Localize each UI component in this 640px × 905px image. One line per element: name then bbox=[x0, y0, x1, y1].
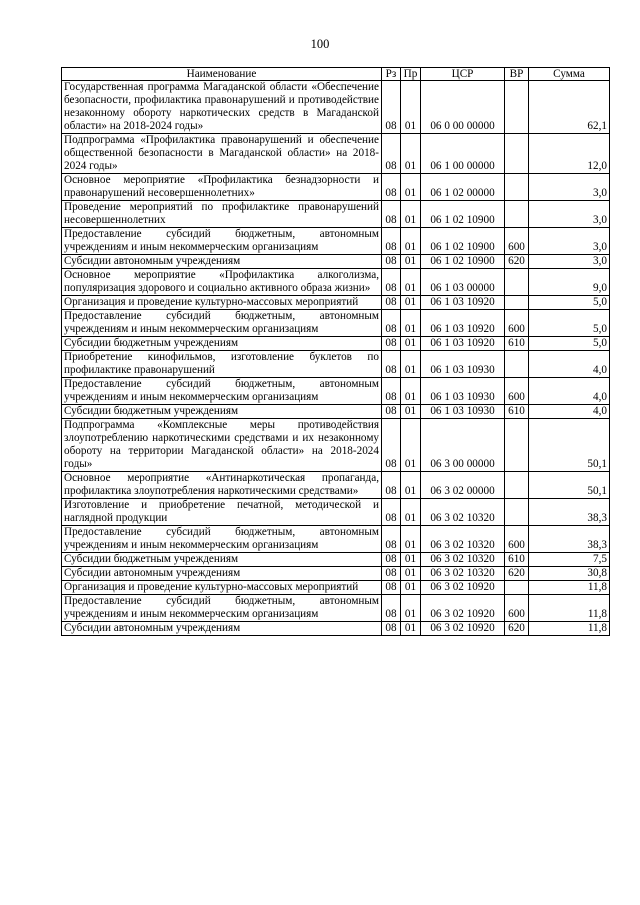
row-csr: 06 3 02 10320 bbox=[421, 553, 505, 567]
row-vr: 600 bbox=[505, 310, 529, 337]
row-csr: 06 1 03 00000 bbox=[421, 269, 505, 296]
row-rz: 08 bbox=[382, 526, 401, 553]
row-name: Основное мероприятие «Профилактика безнадзорности и правонарушений несовершеннолетних» bbox=[62, 174, 382, 201]
row-name: Субсидии автономным учреждениям bbox=[62, 567, 382, 581]
row-csr: 06 1 02 00000 bbox=[421, 174, 505, 201]
row-vr: 610 bbox=[505, 553, 529, 567]
row-csr: 06 1 03 10930 bbox=[421, 378, 505, 405]
row-sum: 11,8 bbox=[529, 622, 610, 636]
row-rz: 08 bbox=[382, 553, 401, 567]
row-csr: 06 1 03 10920 bbox=[421, 337, 505, 351]
row-pr: 01 bbox=[401, 472, 421, 499]
header-sum: Сумма bbox=[529, 68, 610, 81]
row-sum: 4,0 bbox=[529, 351, 610, 378]
row-name: Субсидии автономным учреждениям bbox=[62, 622, 382, 636]
row-name: Предоставление субсидий бюджетным, автономным учреждениям и иным некоммерческим организациям bbox=[62, 526, 382, 553]
row-rz: 08 bbox=[382, 351, 401, 378]
row-sum: 3,0 bbox=[529, 255, 610, 269]
row-rz: 08 bbox=[382, 310, 401, 337]
row-sum: 9,0 bbox=[529, 269, 610, 296]
row-pr: 01 bbox=[401, 81, 421, 134]
table-row bbox=[62, 81, 610, 134]
row-vr bbox=[505, 351, 529, 378]
header-vr: ВР bbox=[505, 68, 529, 81]
row-sum: 50,1 bbox=[529, 419, 610, 472]
row-sum: 50,1 bbox=[529, 472, 610, 499]
row-csr: 06 1 03 10930 bbox=[421, 351, 505, 378]
row-pr: 01 bbox=[401, 296, 421, 310]
row-pr: 01 bbox=[401, 553, 421, 567]
table-row bbox=[62, 351, 610, 378]
row-vr bbox=[505, 81, 529, 134]
row-csr: 06 3 00 00000 bbox=[421, 419, 505, 472]
row-name: Приобретение кинофильмов, изготовление буклетов по профилактике правонарушений bbox=[62, 351, 382, 378]
table-header-row bbox=[62, 68, 610, 81]
row-pr: 01 bbox=[401, 378, 421, 405]
table-row bbox=[62, 255, 610, 269]
row-csr: 06 1 02 10900 bbox=[421, 228, 505, 255]
table-row bbox=[62, 201, 610, 228]
row-csr: 06 3 02 10920 bbox=[421, 581, 505, 595]
row-vr bbox=[505, 581, 529, 595]
table-row bbox=[62, 553, 610, 567]
row-csr: 06 1 00 00000 bbox=[421, 134, 505, 174]
row-vr: 600 bbox=[505, 526, 529, 553]
row-sum: 38,3 bbox=[529, 526, 610, 553]
row-vr: 610 bbox=[505, 337, 529, 351]
row-rz: 08 bbox=[382, 174, 401, 201]
row-rz: 08 bbox=[382, 255, 401, 269]
row-vr bbox=[505, 174, 529, 201]
row-pr: 01 bbox=[401, 255, 421, 269]
row-name: Организация и проведение культурно-массовых мероприятий bbox=[62, 296, 382, 310]
row-rz: 08 bbox=[382, 595, 401, 622]
table-row bbox=[62, 269, 610, 296]
row-pr: 01 bbox=[401, 134, 421, 174]
header-name: Наименование bbox=[62, 68, 382, 81]
row-sum: 4,0 bbox=[529, 405, 610, 419]
row-pr: 01 bbox=[401, 526, 421, 553]
row-name: Основное мероприятие «Профилактика алкоголизма, популяризация здорового и социально активного образа жизни» bbox=[62, 269, 382, 296]
budget-table bbox=[61, 67, 610, 636]
table-row bbox=[62, 419, 610, 472]
row-pr: 01 bbox=[401, 351, 421, 378]
row-csr: 06 3 02 10320 bbox=[421, 526, 505, 553]
row-name: Субсидии бюджетным учреждениям bbox=[62, 553, 382, 567]
row-vr: 620 bbox=[505, 255, 529, 269]
row-csr: 06 0 00 00000 bbox=[421, 81, 505, 134]
table-row bbox=[62, 174, 610, 201]
table-row bbox=[62, 296, 610, 310]
row-csr: 06 1 02 10900 bbox=[421, 201, 505, 228]
table-row bbox=[62, 337, 610, 351]
row-rz: 08 bbox=[382, 581, 401, 595]
row-sum: 5,0 bbox=[529, 337, 610, 351]
row-pr: 01 bbox=[401, 337, 421, 351]
row-pr: 01 bbox=[401, 269, 421, 296]
row-rz: 08 bbox=[382, 472, 401, 499]
row-vr bbox=[505, 134, 529, 174]
table-row bbox=[62, 622, 610, 636]
row-sum: 11,8 bbox=[529, 581, 610, 595]
table-row bbox=[62, 310, 610, 337]
row-sum: 3,0 bbox=[529, 201, 610, 228]
row-vr: 600 bbox=[505, 378, 529, 405]
row-csr: 06 1 03 10920 bbox=[421, 296, 505, 310]
row-csr: 06 3 02 10320 bbox=[421, 499, 505, 526]
row-sum: 4,0 bbox=[529, 378, 610, 405]
row-name: Предоставление субсидий бюджетным, автономным учреждениям и иным некоммерческим организациям bbox=[62, 310, 382, 337]
table-row bbox=[62, 567, 610, 581]
row-sum: 11,8 bbox=[529, 595, 610, 622]
row-vr: 620 bbox=[505, 622, 529, 636]
header-csr: ЦСР bbox=[421, 68, 505, 81]
page-number: 100 bbox=[310, 37, 330, 51]
row-name: Основное мероприятие «Антинаркотическая пропаганда, профилактика злоупотребления наркотическими средствами» bbox=[62, 472, 382, 499]
row-vr bbox=[505, 269, 529, 296]
row-sum: 30,8 bbox=[529, 567, 610, 581]
row-vr: 610 bbox=[505, 405, 529, 419]
row-vr bbox=[505, 201, 529, 228]
row-vr bbox=[505, 472, 529, 499]
row-sum: 5,0 bbox=[529, 296, 610, 310]
row-pr: 01 bbox=[401, 405, 421, 419]
row-vr bbox=[505, 296, 529, 310]
row-pr: 01 bbox=[401, 419, 421, 472]
row-pr: 01 bbox=[401, 174, 421, 201]
row-vr bbox=[505, 419, 529, 472]
row-pr: 01 bbox=[401, 567, 421, 581]
row-sum: 3,0 bbox=[529, 228, 610, 255]
row-pr: 01 bbox=[401, 595, 421, 622]
row-csr: 06 3 02 10920 bbox=[421, 622, 505, 636]
header-pr: Пр bbox=[401, 68, 421, 81]
table-row bbox=[62, 228, 610, 255]
row-rz: 08 bbox=[382, 201, 401, 228]
row-csr: 06 3 02 10320 bbox=[421, 567, 505, 581]
row-vr: 600 bbox=[505, 595, 529, 622]
row-sum: 12,0 bbox=[529, 134, 610, 174]
row-rz: 08 bbox=[382, 269, 401, 296]
row-rz: 08 bbox=[382, 337, 401, 351]
row-name: Предоставление субсидий бюджетным, автономным учреждениям и иным некоммерческим организациям bbox=[62, 228, 382, 255]
table-row bbox=[62, 581, 610, 595]
table-row bbox=[62, 378, 610, 405]
row-csr: 06 1 03 10920 bbox=[421, 310, 505, 337]
row-rz: 08 bbox=[382, 405, 401, 419]
row-rz: 08 bbox=[382, 378, 401, 405]
table-row bbox=[62, 405, 610, 419]
table-row bbox=[62, 499, 610, 526]
row-rz: 08 bbox=[382, 228, 401, 255]
table-row bbox=[62, 472, 610, 499]
row-pr: 01 bbox=[401, 499, 421, 526]
row-rz: 08 bbox=[382, 296, 401, 310]
row-pr: 01 bbox=[401, 201, 421, 228]
row-name: Государственная программа Магаданской области «Обеспечение безопасности, профилактика правонарушений и противодействие незаконному обороту наркотических средств в Магаданской области» на 2018-2024 годы» bbox=[62, 81, 382, 134]
row-pr: 01 bbox=[401, 310, 421, 337]
row-name: Проведение мероприятий по профилактике правонарушений несовершеннолетних bbox=[62, 201, 382, 228]
row-name: Организация и проведение культурно-массовых мероприятий bbox=[62, 581, 382, 595]
row-csr: 06 3 02 10920 bbox=[421, 595, 505, 622]
row-pr: 01 bbox=[401, 622, 421, 636]
row-name: Субсидии бюджетным учреждениям bbox=[62, 405, 382, 419]
row-pr: 01 bbox=[401, 581, 421, 595]
row-rz: 08 bbox=[382, 134, 401, 174]
row-csr: 06 3 02 00000 bbox=[421, 472, 505, 499]
row-csr: 06 1 02 10900 bbox=[421, 255, 505, 269]
row-sum: 3,0 bbox=[529, 174, 610, 201]
table-row bbox=[62, 595, 610, 622]
row-name: Изготовление и приобретение печатной, методической и наглядной продукции bbox=[62, 499, 382, 526]
row-csr: 06 1 03 10930 bbox=[421, 405, 505, 419]
row-vr: 620 bbox=[505, 567, 529, 581]
row-rz: 08 bbox=[382, 622, 401, 636]
row-name: Предоставление субсидий бюджетным, автономным учреждениям и иным некоммерческим организациям bbox=[62, 378, 382, 405]
header-rz: Рз bbox=[382, 68, 401, 81]
row-rz: 08 bbox=[382, 567, 401, 581]
row-sum: 7,5 bbox=[529, 553, 610, 567]
row-name: Субсидии автономным учреждениям bbox=[62, 255, 382, 269]
row-sum: 5,0 bbox=[529, 310, 610, 337]
row-rz: 08 bbox=[382, 81, 401, 134]
row-vr bbox=[505, 499, 529, 526]
table-row bbox=[62, 526, 610, 553]
table-row bbox=[62, 134, 610, 174]
row-rz: 08 bbox=[382, 499, 401, 526]
row-vr: 600 bbox=[505, 228, 529, 255]
row-pr: 01 bbox=[401, 228, 421, 255]
row-rz: 08 bbox=[382, 419, 401, 472]
row-name: Подпрограмма «Комплексные меры противодействия злоупотреблению наркотическими средствами и их незаконному обороту на территории Магаданской области» на 2018-2024 годы» bbox=[62, 419, 382, 472]
row-name: Субсидии бюджетным учреждениям bbox=[62, 337, 382, 351]
row-name: Подпрограмма «Профилактика правонарушений и обеспечение общественной безопасности в Магаданской области» на 2018-2024 годы» bbox=[62, 134, 382, 174]
row-sum: 38,3 bbox=[529, 499, 610, 526]
row-name: Предоставление субсидий бюджетным, автономным учреждениям и иным некоммерческим организациям bbox=[62, 595, 382, 622]
row-sum: 62,1 bbox=[529, 81, 610, 134]
